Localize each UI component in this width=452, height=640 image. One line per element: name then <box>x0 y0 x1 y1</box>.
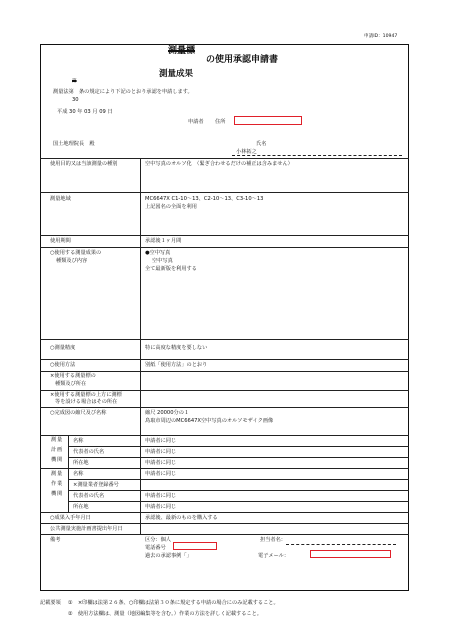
scale-value-1: 縮尺 20000分の１ <box>145 410 190 416</box>
scale-label: ○完成図の縮尺及び名称 <box>50 410 107 416</box>
plan-name-label: 名称 <box>73 438 84 444</box>
kind-label-1: ○使用する測量成果の <box>50 250 102 256</box>
area-label: 測量地域 <box>50 196 71 202</box>
year-value: 承認後、最新のものを購入する <box>145 515 218 521</box>
accuracy-value: 特に高度な精度を要しない <box>145 345 208 351</box>
period-label: 使用期間 <box>50 238 71 244</box>
work-addr-value: 申請者に同じ <box>145 504 177 510</box>
tel-field[interactable] <box>173 542 217 550</box>
notes-contact-label: 担当者名： <box>260 537 286 543</box>
notes-tel-label: 電話番号 <box>145 545 166 551</box>
work-rep-value: 申請者に同じ <box>145 493 177 499</box>
period-value: 承認後１ヶ月間 <box>145 238 182 244</box>
build-label-1: ×使用する測量標の上方に測標 <box>50 392 122 398</box>
notes-past-cases: 過去の承認事例「」 <box>145 553 192 559</box>
marker-label-1: ×使用する測量標の <box>50 373 96 379</box>
work-reg-label: ×測量業者登録番号 <box>73 482 119 488</box>
work-group-char-2: 作 <box>51 481 57 487</box>
work-group-char-0: 測 <box>51 471 57 477</box>
plan-group-char-2: 計 <box>51 447 57 453</box>
request-id: 申請ID：10947 <box>364 34 398 39</box>
footer-line-1: ① ×印欄は法第２６条、○印欄は法第３０条に規定する申請の場合にのみ記載すること。 <box>68 600 279 606</box>
method-value: 別紙「使用方法」のとおり <box>145 362 208 368</box>
plan-addr-value: 申請者に同じ <box>145 460 177 466</box>
work-group-char-4: 機 <box>51 491 57 497</box>
applicant-label: 申請者 <box>188 119 204 125</box>
purpose-label: 使用目的又は当該測量の種別 <box>50 161 118 167</box>
applicant-name: 小林拓之 <box>236 149 257 155</box>
recipient: 国土地理院長 殿 <box>53 141 95 147</box>
address-field[interactable] <box>234 116 302 125</box>
method-label: ○使用方法 <box>50 362 76 368</box>
year-label: ○成果入手年月日 <box>50 515 91 521</box>
name-label: 氏名 <box>256 141 267 147</box>
plan-group-char-5: 関 <box>57 457 63 463</box>
notes-email-label: 電子メール： <box>258 553 290 559</box>
work-name-value: 申請者に同じ <box>145 471 177 477</box>
plan-addr-label: 所在地 <box>73 460 89 466</box>
plan-rep-value: 申請者に同じ <box>145 449 177 455</box>
name-underline <box>232 155 402 156</box>
email-field[interactable] <box>310 550 391 558</box>
work-group-char-3: 業 <box>57 481 63 487</box>
work-addr-label: 所在地 <box>73 504 89 510</box>
plan-group-char-3: 画 <box>57 447 63 453</box>
work-name-label: 名称 <box>73 471 84 477</box>
application-date: 平成 30 年 03 月 09 日 <box>57 109 113 115</box>
law-number: 30 <box>72 97 79 103</box>
work-group-char-5: 関 <box>57 491 63 497</box>
title-struck: 測量標 <box>168 46 196 56</box>
marker-label-2: 種類及び所在 <box>55 381 87 387</box>
plan-group-char-1: 量 <box>57 437 63 443</box>
build-label-2: 等を設ける場合はその所在 <box>55 399 118 405</box>
kind-label-2: 種類及び内容 <box>56 258 88 264</box>
plan-group-char-0: 測 <box>51 437 57 443</box>
form-subtitle: 測量成果 <box>159 69 194 79</box>
area-value-2: 上記図名の全面を利用 <box>145 204 197 210</box>
form-title: の使用承認申請書 <box>206 55 279 65</box>
struck-word: 第 <box>72 79 77 84</box>
work-group-char-1: 量 <box>57 471 63 477</box>
accuracy-label: ○測量精度 <box>50 345 76 351</box>
kind-value-2: 空中写真 <box>152 258 173 264</box>
footer-line-2: ② 使用方法欄は、測量（地図編集等を含む。）作業の方法を詳しく記載すること。 <box>68 611 262 617</box>
law-statement: 測量法第 条の規定により下記のとおり承認を申請します。 <box>53 89 193 95</box>
notes-kubun: 区分：個人 <box>145 537 171 543</box>
kind-value-3: 全て最新版を利用する <box>145 266 197 272</box>
address-label: 住所 <box>215 119 226 125</box>
footer-label: 記載要領 <box>40 600 61 606</box>
form-frame <box>40 44 409 591</box>
plan-group-char-4: 機 <box>51 457 57 463</box>
plan-rep-label: 代表者の氏名 <box>73 449 105 455</box>
contact-underline <box>286 544 396 545</box>
notes-label: 備考 <box>50 537 61 543</box>
work-rep-label: 代表者の氏名 <box>73 493 105 499</box>
plan-name-value: 申請者に同じ <box>145 438 177 444</box>
purpose-value: 空中写真のオルソ化 （緊ぎ合わせるだけの補正は含みません） <box>145 161 293 167</box>
kind-value-1: ●空中写真 <box>145 250 171 256</box>
public-plan-label: 公共測量実施計画書提出年月日 <box>50 526 123 532</box>
area-value-1: MC6647X C1-10～13、C2-10～13、C3-10～13 <box>145 196 264 202</box>
scale-value-2: 鳥取市周辺のMC6647X空中写真のオルソモザイク画像 <box>145 418 274 424</box>
